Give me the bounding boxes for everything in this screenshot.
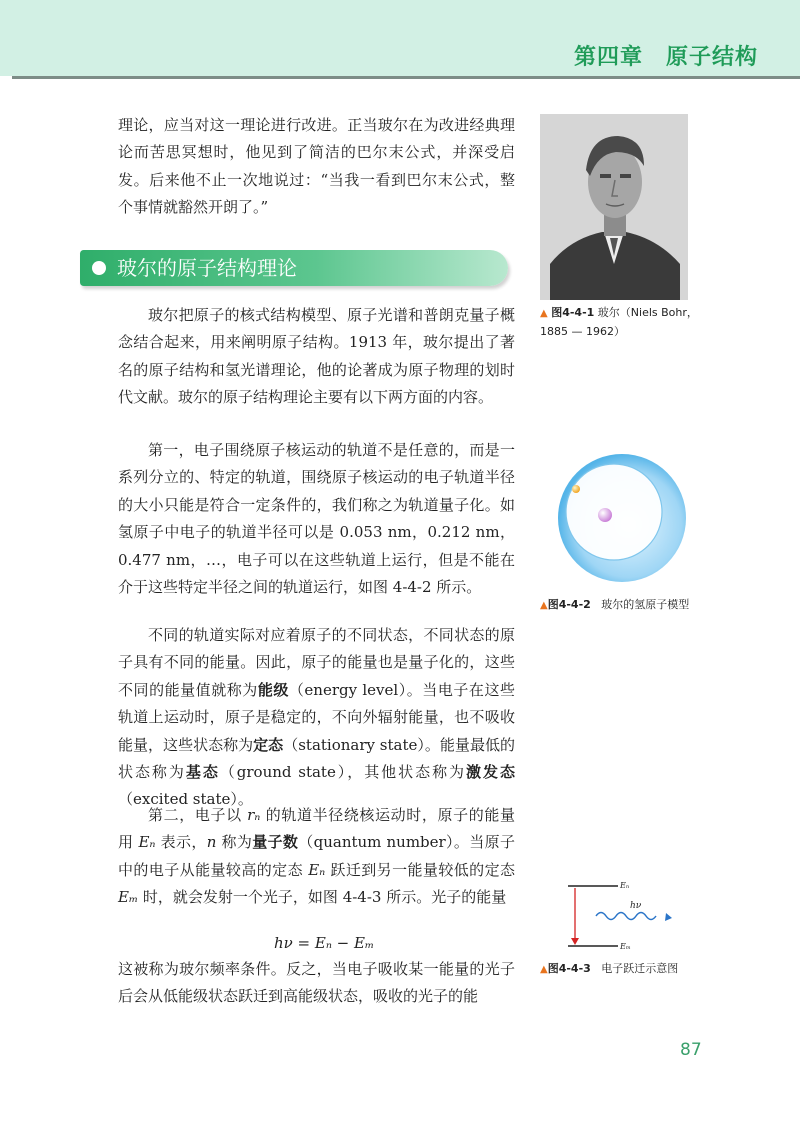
text-run: 不同的轨道实际对应着原子的不同状态，不同状态的原子具有不同的能量。因此，原子的能量也是量子化的，这些不同的能量值就称为 — [118, 626, 515, 699]
section-bullet-icon — [92, 261, 106, 275]
caption-text: 电子跃迁示意图 — [601, 962, 679, 975]
bohr-portrait-image — [540, 114, 688, 300]
figure-label: 图4-4-2 — [547, 598, 591, 611]
electron-transition-figure — [548, 876, 698, 956]
bohr-frequency-formula: hν = Eₙ − Eₘ — [274, 934, 375, 952]
level-label-lower: Eₘ — [620, 942, 631, 951]
nucleus — [598, 508, 612, 522]
term-stationary-state: 定态 — [253, 735, 284, 754]
hydrogen-atom-model-figure — [548, 438, 688, 588]
text-run: （ground state），其他状态称为 — [219, 763, 467, 782]
text-run: 称为 — [216, 833, 253, 852]
term-excited-state: 激发态 — [466, 763, 515, 782]
figure-caption-atom-model — [540, 596, 740, 615]
paragraph-energy-levels — [118, 622, 515, 814]
text-run: 的轨道半径绕核运动时，原子的能量用 — [118, 806, 515, 852]
paragraph-orbit-quantization: 第一，电子围绕原子核运动的轨道不是任意的，而是一系列分立的、特定的轨道，围绕原子核运动的电子轨道半径的大小只能是符合一定条件的，我们称之为轨道量子化。如氢原子中电子的轨道半径可以是 0.053 nm，0.212 nm，0.477 nm，…，电子可以在这些轨道上运行，但是不能在介于这些特定半径之间的轨道运行，如图 4-4-2 所示。 — [118, 441, 515, 597]
figure-caption-bohr — [540, 304, 700, 341]
term-ground-state: 基态 — [185, 763, 220, 782]
caption-text: 玻尔的氢原子模型 — [601, 598, 690, 611]
caption-text: 1885 — 1962） — [540, 325, 625, 338]
term-energy-level: 能级 — [257, 680, 289, 699]
bohr-portrait-drawing — [540, 114, 688, 300]
transition-arrowhead-icon — [571, 938, 579, 945]
caption-triangle-icon: ▲ — [540, 308, 548, 319]
text-run: （energy level）。当电子在这些轨道上运动时，原子是稳定的，不向外辐射能量，也不吸收能量，这些状态称为 — [118, 680, 515, 754]
symbol-En: Eₙ — [308, 860, 326, 879]
paragraph-bohr-theory: 玻尔把原子的核式结构模型、原子光谱和普朗克量子概念结合起来，用来阐明原子结构。1913 年，玻尔提出了著名的原子结构和氢光谱理论，他的论著成为原子物理的划时代文献。玻尔的原子结构理论主要有以下两方面的内容。 — [118, 306, 515, 407]
text-run: 第二，电子以 — [148, 806, 248, 824]
text-run: 表示， — [155, 833, 207, 852]
caption-triangle-icon: ▲ — [540, 600, 548, 611]
photon-wave — [596, 913, 656, 920]
caption-text: 玻尔（Niels Bohr， — [597, 306, 698, 319]
electron — [572, 485, 580, 493]
figure-caption-transition — [540, 960, 740, 979]
caption-triangle-icon: ▲ — [540, 964, 548, 975]
text-run: （quantum number）。当原子中的电子从能量较高的定态 — [118, 833, 515, 879]
text-run: （stationary state）。能量最低的状态称为 — [118, 735, 515, 782]
level-label-upper: Eₙ — [620, 881, 630, 890]
text-run: 跃迁到另一能量较低的定态 — [325, 860, 515, 879]
symbol-Em: Eₘ — [118, 888, 139, 907]
text-run: （excited state）。 — [118, 790, 253, 809]
symbol-n: n — [206, 833, 217, 852]
photon-label: hν — [630, 901, 642, 911]
figure-label: 图4-4-3 — [547, 962, 591, 975]
term-quantum-number: 量子数 — [252, 833, 299, 852]
paragraph-intro: 理论，应当对这一理论进行改进。正当玻尔在为改进经典理论而苦思冥想时，他见到了简洁的巴尔末公式，并深受启发。后来他不止一次地说过：“当我一看到巴尔末公式，整个事情就豁然开朗了。” — [118, 116, 515, 217]
symbol-En: Eₙ — [138, 833, 156, 852]
symbol-rn: rₙ — [247, 806, 261, 824]
photon-arrowhead-icon — [665, 913, 672, 921]
paragraph-frequency-condition: 这被称为玻尔频率条件。反之，当电子吸收某一能量的光子后会从低能级状态跃迁到高能级状态，吸收的光子的能 — [118, 960, 515, 1006]
page-number: 87 — [680, 1040, 702, 1060]
text-run: 时，就会发射一个光子，如图 4-4-3 所示。光子的能量 — [138, 888, 507, 907]
chapter-title: 第四章 原子结构 — [573, 45, 758, 70]
header-divider — [12, 76, 800, 79]
paragraph-quantum-number — [118, 802, 515, 912]
section-title: 玻尔的原子结构理论 — [117, 256, 297, 280]
figure-label: 图4-4-1 — [551, 306, 595, 319]
